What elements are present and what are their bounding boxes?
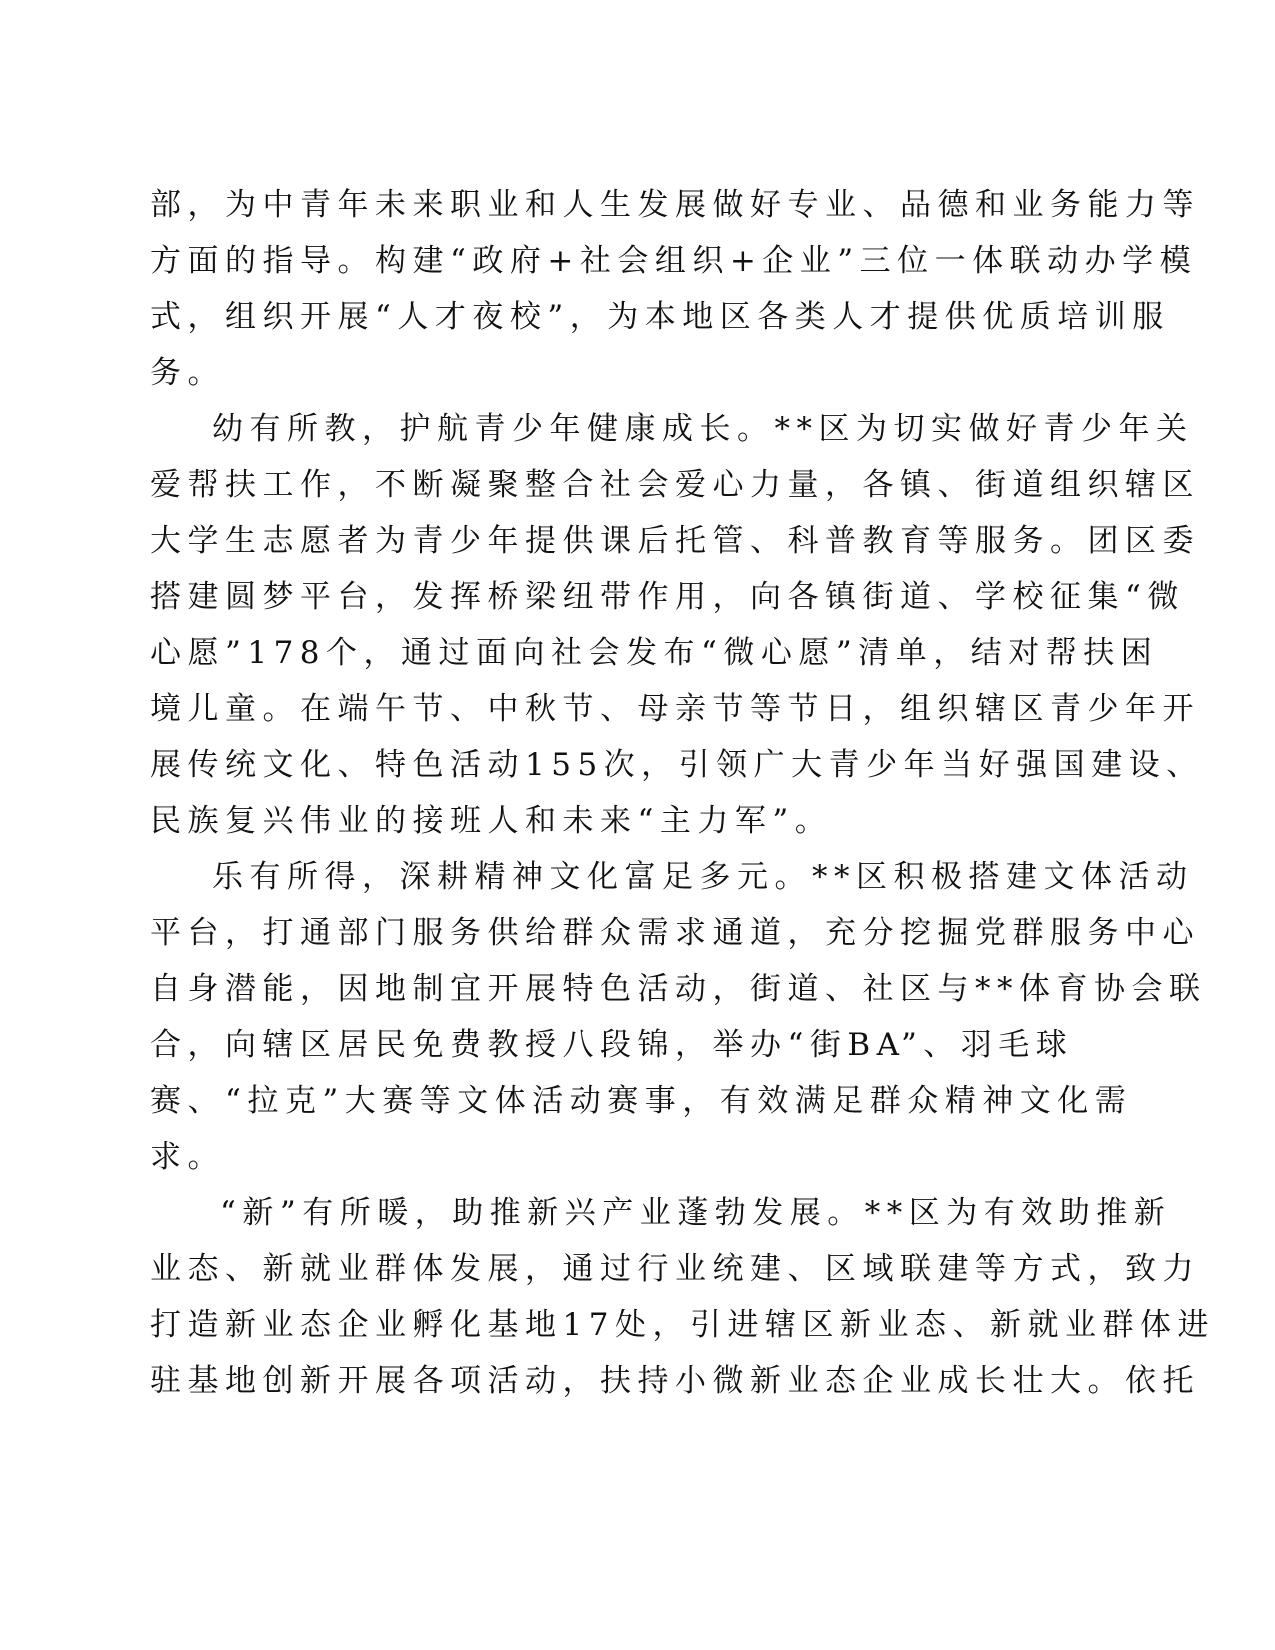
text-line: 业态、新就业群体发展，通过行业统建、区域联建等方式，致力 xyxy=(150,1251,1200,1287)
text-line: 方面的指导。构建“政府+社会组织+企业”三位一体联动办学模 xyxy=(150,243,1198,279)
text-line: 心愿”178个，通过面向社会发布“微心愿”清单，结对帮扶困 xyxy=(150,635,1159,671)
text-line: 民族复兴伟业的接班人和未来“主力军”。 xyxy=(150,803,833,839)
text-line: 驻基地创新开展各项活动，扶持小微新业态企业成长壮大。依托 xyxy=(150,1363,1200,1399)
text-line: 大学生志愿者为青少年提供课后托管、科普教育等服务。团区委 xyxy=(150,523,1200,559)
text-line: 赛、“拉克”大赛等文体活动赛事，有效满足群众精神文化需 xyxy=(150,1083,1133,1119)
text-line: 合，向辖区居民免费教授八段锦，举办“街BA”、羽毛球 xyxy=(150,1027,1074,1063)
paragraph-start-line: 乐有所得，深耕精神文化富足多元。**区积极搭建文体活动 xyxy=(212,859,1194,895)
text-line: 搭建圆梦平台，发挥桥梁纽带作用，向各镇街道、学校征集“微 xyxy=(150,579,1185,615)
text-line: 境儿童。在端午节、中秋节、母亲节等节日，组织辖区青少年开 xyxy=(150,691,1200,727)
text-line: 式，组织开展“人才夜校”，为本地区各类人才提供优质培训服 xyxy=(150,299,1170,335)
text-line: 平台，打通部门服务供给群众需求通道，充分挖掘党群服务中心 xyxy=(150,915,1200,951)
text-line: 打造新业态企业孵化基地17处，引进辖区新业态、新就业群体进 xyxy=(150,1307,1215,1343)
text-line: 展传统文化、特色活动155次，引领广大青少年当好强国建设、 xyxy=(150,747,1204,783)
text-line: 部，为中青年未来职业和人生发展做好专业、品德和业务能力等 xyxy=(150,187,1200,223)
paragraph-start-line: “新”有所暖，助推新兴产业蓬勃发展。**区为有效助推新 xyxy=(220,1195,1172,1231)
text-line: 自身潜能，因地制宜开展特色活动，街道、社区与**体育协会联 xyxy=(150,971,1207,1007)
text-line: 爱帮扶工作，不断凝聚整合社会爱心力量，各镇、街道组织辖区 xyxy=(150,467,1200,503)
document-body xyxy=(150,177,1215,1409)
text-line: 求。 xyxy=(150,1139,225,1175)
paragraph-start-line: 幼有所教，护航青少年健康成长。**区为切实做好青少年关 xyxy=(212,411,1194,447)
text-line: 务。 xyxy=(150,355,225,391)
